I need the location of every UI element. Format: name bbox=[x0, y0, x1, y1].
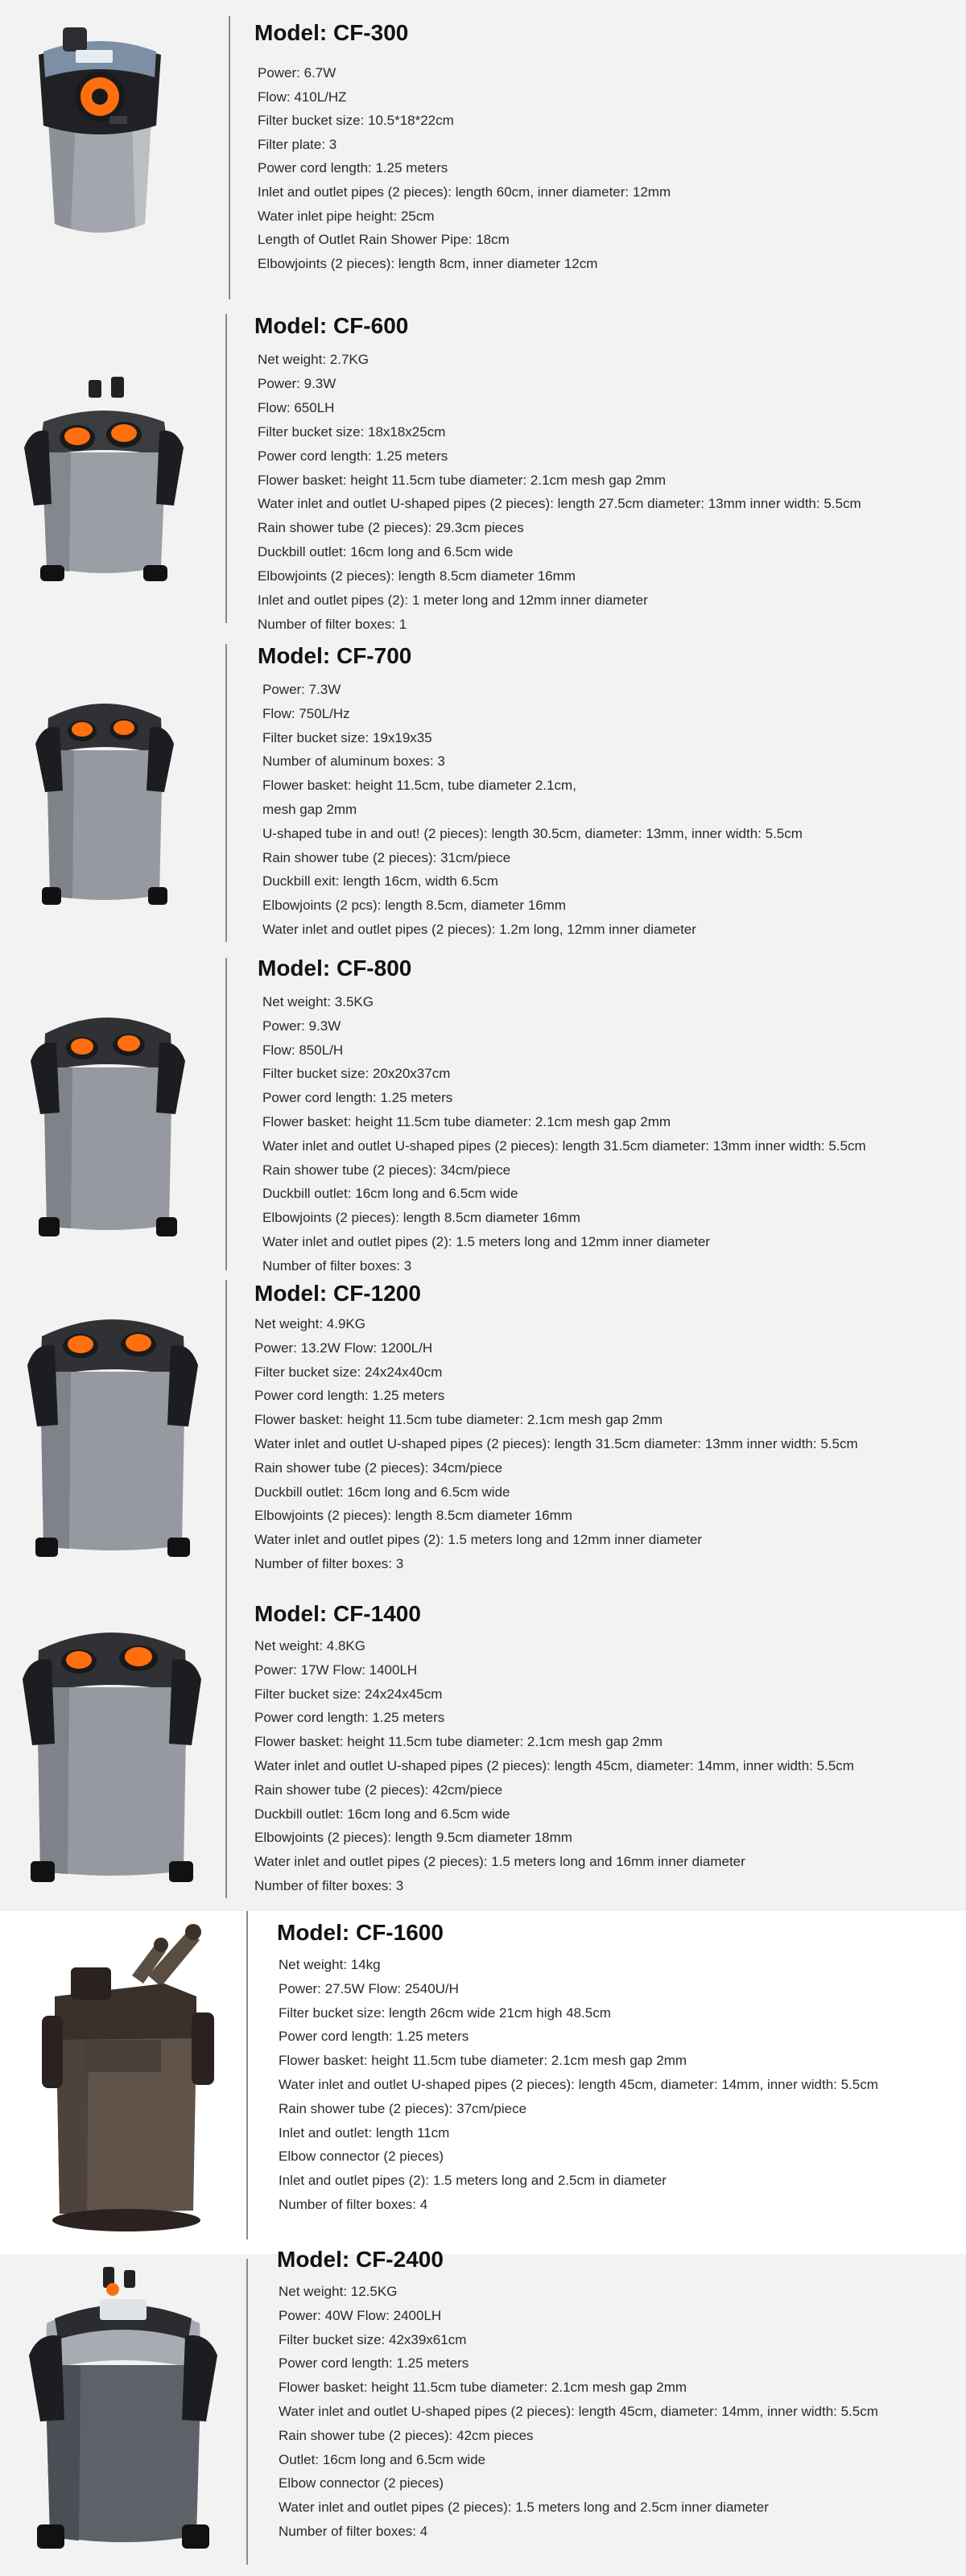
spec-item: Power cord length: 1.25 meters bbox=[254, 1388, 445, 1404]
spec-item: Filter bucket size: 20x20x37cm bbox=[262, 1066, 451, 1082]
spec-item: Filter bucket size: length 26cm wide 21cm high 48.5cm bbox=[279, 2004, 611, 2021]
spec-item: Flower basket: height 11.5cm tube diameter: 2.1cm mesh gap 2mm bbox=[262, 1113, 671, 1129]
spec-item: Water inlet and outlet pipes (2 pieces): 1.5 meters long and 16mm inner diameter bbox=[254, 1854, 745, 1870]
spec-item: Duckbill outlet: 16cm long and 6.5cm wide bbox=[258, 544, 514, 560]
spec-item: Length of Outlet Rain Shower Pipe: 18cm bbox=[258, 232, 510, 248]
spec-item: Power: 40W Flow: 2400LH bbox=[279, 2307, 442, 2323]
canister-filter-cf-1200-icon bbox=[24, 1288, 201, 1562]
model-title: Model: CF-2400 bbox=[277, 2247, 444, 2272]
spec-item: Elbowjoints (2 pieces): length 8cm, inner diameter 12cm bbox=[258, 255, 598, 271]
model-title: Model: CF-300 bbox=[254, 20, 409, 45]
spec-item: Power: 9.3W bbox=[262, 1018, 341, 1034]
spec-item: Rain shower tube (2 pieces): 37cm/piece bbox=[279, 2100, 527, 2116]
model-title: Model: CF-1600 bbox=[277, 1920, 444, 1945]
spec-item: Inlet and outlet pipes (2): 1 meter long and 12mm inner diameter bbox=[258, 592, 648, 609]
spec-item: U-shaped tube in and out! (2 pieces): length 30.5cm, diameter: 13mm, inner width: 5.5cm bbox=[262, 825, 803, 841]
spec-list bbox=[254, 1312, 858, 1576]
spec-item: Net weight: 4.9KG bbox=[254, 1316, 365, 1331]
spec-item: Water inlet and outlet U-shaped pipes (2 pieces): length 31.5cm diameter: 13mm inner width: 5.5cm bbox=[262, 1137, 866, 1154]
spec-item: Flow: 410L/HZ bbox=[258, 89, 347, 105]
spec-item: Outlet: 16cm long and 6.5cm wide bbox=[279, 2451, 486, 2467]
spec-item: Filter bucket size: 24x24x40cm bbox=[254, 1364, 443, 1380]
spec-list bbox=[279, 2280, 878, 2544]
spec-item: Duckbill exit: length 16cm, width 6.5cm bbox=[262, 873, 498, 890]
canister-filter-cf-2400-icon bbox=[23, 2267, 224, 2565]
spec-item: Elbow connector (2 pieces) bbox=[279, 2475, 444, 2491]
spec-item: Filter bucket size: 42x39x61cm bbox=[279, 2331, 467, 2347]
spec-item: Duckbill outlet: 16cm long and 6.5cm wide bbox=[254, 1484, 510, 1500]
spec-item: Water inlet and outlet pipes (2 pieces): 1.5 meters long and 2.5cm inner diameter bbox=[279, 2500, 769, 2516]
spec-item: Filter plate: 3 bbox=[258, 136, 337, 152]
spec-item: Elbowjoints (2 pieces): length 9.5cm diameter 18mm bbox=[254, 1830, 572, 1846]
model-title: Model: CF-700 bbox=[258, 643, 412, 668]
canister-filter-cf-300-icon bbox=[19, 23, 180, 256]
spec-item: Rain shower tube (2 pieces): 29.3cm pieces bbox=[258, 520, 524, 536]
spec-list bbox=[262, 990, 866, 1278]
spec-item: Water inlet pipe height: 25cm bbox=[258, 208, 435, 224]
spec-item: Net weight: 14kg bbox=[279, 1957, 381, 1972]
spec-item: Power cord length: 1.25 meters bbox=[254, 1710, 445, 1726]
spec-list bbox=[262, 678, 803, 942]
spec-item: Power: 27.5W Flow: 2540U/H bbox=[279, 1980, 459, 1996]
spec-item: Filter bucket size: 19x19x35 bbox=[262, 729, 432, 745]
canister-filter-cf-700-icon bbox=[32, 670, 177, 911]
spec-item: Number of filter boxes: 1 bbox=[258, 616, 407, 632]
spec-item: Water inlet and outlet pipes (2): 1.5 meters long and 12mm inner diameter bbox=[262, 1233, 710, 1249]
spec-item: Flower basket: height 11.5cm, tube diameter 2.1cm, bbox=[262, 778, 576, 794]
spec-item: Flow: 850L/H bbox=[262, 1042, 344, 1058]
spec-item: Rain shower tube (2 pieces): 34cm/piece bbox=[262, 1162, 511, 1178]
spec-item: Net weight: 2.7KG bbox=[258, 352, 369, 367]
spec-item: Elbowjoints (2 pieces): length 8.5cm diameter 16mm bbox=[254, 1508, 572, 1524]
spec-item: Power cord length: 1.25 meters bbox=[262, 1090, 453, 1106]
spec-item: Water inlet and outlet pipes (2): 1.5 meters long and 12mm inner diameter bbox=[254, 1532, 702, 1548]
spec-list bbox=[254, 1634, 854, 1898]
spec-item: Rain shower tube (2 pieces): 34cm/piece bbox=[254, 1459, 503, 1476]
spec-item: Net weight: 3.5KG bbox=[262, 994, 374, 1009]
spec-item: Power: 17W Flow: 1400LH bbox=[254, 1662, 418, 1678]
spec-item: mesh gap 2mm bbox=[262, 801, 357, 817]
spec-list bbox=[279, 1953, 878, 2217]
spec-item: Rain shower tube (2 pieces): 31cm/piece bbox=[262, 849, 511, 865]
spec-item: Flower basket: height 11.5cm tube diameter: 2.1cm mesh gap 2mm bbox=[254, 1412, 663, 1428]
spec-item: Water inlet and outlet U-shaped pipes (2 pieces): length 31.5cm diameter: 13mm inner width: 5.5cm bbox=[254, 1435, 858, 1451]
spec-item: Power cord length: 1.25 meters bbox=[279, 2355, 469, 2372]
spec-item: Power cord length: 1.25 meters bbox=[258, 160, 448, 176]
spec-item: Water inlet and outlet U-shaped pipes (2 pieces): length 45cm, diameter: 14mm, inner width: 5.5cm bbox=[254, 1757, 854, 1773]
spec-item: Inlet and outlet pipes (2): 1.5 meters long and 2.5cm in diameter bbox=[279, 2173, 667, 2189]
spec-item: Filter bucket size: 10.5*18*22cm bbox=[258, 113, 454, 129]
spec-item: Net weight: 4.8KG bbox=[254, 1638, 365, 1653]
spec-item: Power cord length: 1.25 meters bbox=[258, 448, 448, 464]
spec-item: Number of filter boxes: 3 bbox=[254, 1555, 404, 1571]
spec-item: Elbow connector (2 pieces) bbox=[279, 2149, 444, 2165]
spec-item: Power: 13.2W Flow: 1200L/H bbox=[254, 1340, 433, 1356]
spec-item: Number of filter boxes: 3 bbox=[254, 1877, 404, 1893]
spec-item: Net weight: 12.5KG bbox=[279, 2284, 398, 2299]
spec-item: Elbowjoints (2 pieces): length 8.5cm diameter 16mm bbox=[258, 568, 576, 584]
canister-filter-cf-600-icon bbox=[19, 375, 188, 592]
spec-item: Number of aluminum boxes: 3 bbox=[262, 753, 445, 770]
spec-item: Number of filter boxes: 4 bbox=[279, 2196, 428, 2212]
model-title: Model: CF-600 bbox=[254, 313, 409, 338]
spec-item: Water inlet and outlet pipes (2 pieces): 1.2m long, 12mm inner diameter bbox=[262, 921, 696, 937]
spec-item: Number of filter boxes: 3 bbox=[262, 1257, 412, 1274]
spec-item: Power cord length: 1.25 meters bbox=[279, 2029, 469, 2045]
spec-list bbox=[258, 348, 861, 637]
spec-item: Number of filter boxes: 4 bbox=[279, 2523, 428, 2539]
spec-item: Power: 9.3W bbox=[258, 375, 336, 391]
spec-item: Flower basket: height 11.5cm tube diameter: 2.1cm mesh gap 2mm bbox=[279, 2380, 687, 2396]
spec-item: Filter bucket size: 18x18x25cm bbox=[258, 423, 446, 440]
spec-item: Flow: 650LH bbox=[258, 399, 335, 415]
spec-item: Flower basket: height 11.5cm tube diameter: 2.1cm mesh gap 2mm bbox=[254, 1734, 663, 1750]
spec-item: Duckbill outlet: 16cm long and 6.5cm wide bbox=[262, 1186, 518, 1202]
spec-item: Water inlet and outlet U-shaped pipes (2 pieces): length 27.5cm diameter: 13mm inner width: 5.5cm bbox=[258, 496, 861, 512]
spec-item: Flower basket: height 11.5cm tube diameter: 2.1cm mesh gap 2mm bbox=[258, 472, 667, 488]
spec-item: Rain shower tube (2 pieces): 42cm pieces bbox=[279, 2427, 534, 2443]
spec-item: Inlet and outlet pipes (2 pieces): length 60cm, inner diameter: 12mm bbox=[258, 184, 671, 200]
spec-item: Power: 7.3W bbox=[262, 682, 341, 697]
spec-item: Power: 6.7W bbox=[258, 65, 336, 80]
model-title: Model: CF-1400 bbox=[254, 1601, 421, 1626]
spec-item: Flow: 750L/Hz bbox=[262, 705, 350, 721]
spec-list bbox=[258, 61, 671, 275]
spec-item: Filter bucket size: 24x24x45cm bbox=[254, 1686, 443, 1702]
canister-filter-cf-1400-icon bbox=[19, 1599, 204, 1889]
canister-filter-cf-800-icon bbox=[27, 984, 188, 1241]
spec-item: Inlet and outlet: length 11cm bbox=[279, 2124, 450, 2140]
spec-item: Rain shower tube (2 pieces): 42cm/piece bbox=[254, 1781, 503, 1798]
spec-item: Water inlet and outlet U-shaped pipes (2 pieces): length 45cm, diameter: 14mm, inner width: 5.5cm bbox=[279, 2076, 878, 2092]
spec-item: Elbowjoints (2 pieces): length 8.5cm diameter 16mm bbox=[262, 1210, 580, 1226]
spec-item: Duckbill outlet: 16cm long and 6.5cm wide bbox=[254, 1806, 510, 1822]
spec-item: Elbowjoints (2 pcs): length 8.5cm, diameter 16mm bbox=[262, 898, 566, 914]
model-title: Model: CF-1200 bbox=[254, 1281, 421, 1306]
spec-item: Flower basket: height 11.5cm tube diameter: 2.1cm mesh gap 2mm bbox=[279, 2053, 687, 2069]
canister-filter-cf-1600-icon bbox=[35, 1919, 225, 2241]
spec-item: Water inlet and outlet U-shaped pipes (2 pieces): length 45cm, diameter: 14mm, inner width: 5.5cm bbox=[279, 2403, 878, 2419]
model-title: Model: CF-800 bbox=[258, 956, 412, 980]
